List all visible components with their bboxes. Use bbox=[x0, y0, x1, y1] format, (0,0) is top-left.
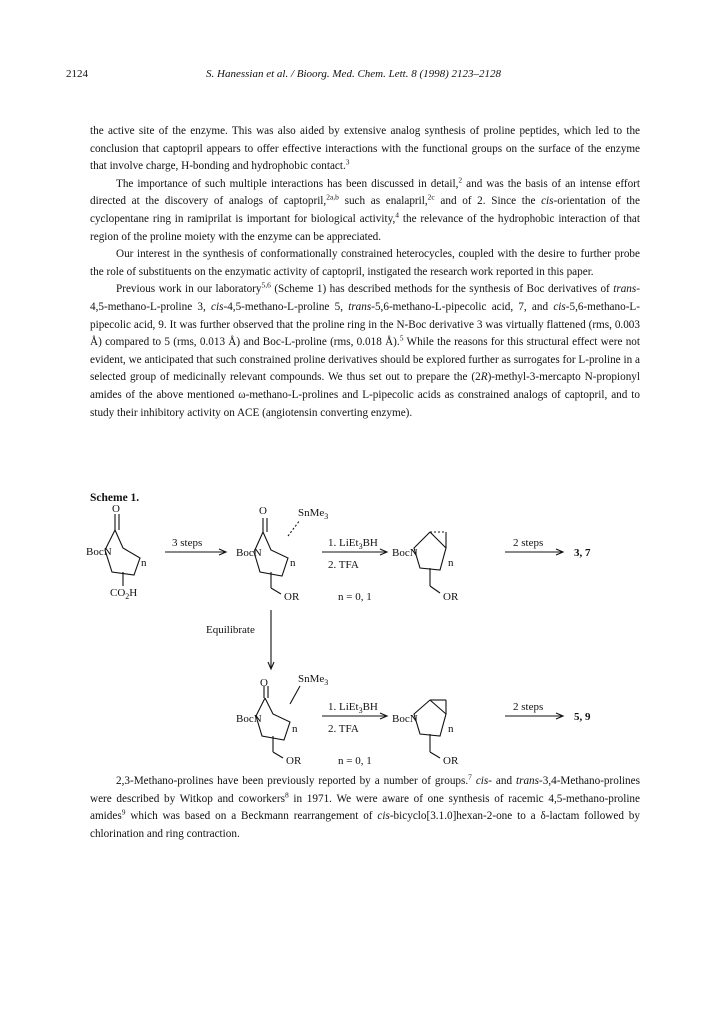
paragraph-5: 2,3-Methano-prolines have been previously reported by a number of groups.$^7$ cis- and trans-3,4-Methano-prolines were described by Witkop and coworkers$^8$ in 1971. We were aware of one synthesis of racemic 4,5-methano-proline amides$^9$ which was based on a Beckmann rearrangement of cis-bicyclo[3.1.0]hexan-2-one to a δ-lactam followed by chlorination and ring contraction. bbox=[90, 772, 640, 840]
svg-text:2 steps: 2 steps bbox=[513, 537, 544, 549]
svg-text:BocN: BocN bbox=[236, 547, 262, 559]
co2h-label: $CO_2H$ bbox=[110, 587, 138, 601]
svg-text:SnMe3: SnMe$_3$ bbox=[298, 673, 329, 687]
scheme-label: Scheme 1. bbox=[90, 492, 140, 504]
svg-text:BocN: BocN bbox=[392, 713, 418, 725]
n-values-bottom: n = 0, 1 bbox=[338, 755, 372, 767]
arrow-reduction-bottom bbox=[322, 701, 387, 767]
svg-text:1. LiEt3BH: 1. LiEt$_3$BH bbox=[328, 701, 378, 715]
svg-text:2 steps: 2 steps bbox=[513, 701, 544, 713]
boc-label: BocN bbox=[86, 546, 112, 558]
oxo-label: O bbox=[112, 503, 120, 515]
svg-text:O: O bbox=[260, 677, 268, 689]
n-subscript: n bbox=[141, 557, 147, 569]
product-3-7: 3, 7 bbox=[574, 547, 591, 559]
equilibrate-arrow bbox=[206, 610, 274, 669]
svg-text:BocN: BocN bbox=[392, 547, 418, 559]
svg-text:Equilibrate: Equilibrate bbox=[206, 624, 255, 636]
or-label: OR bbox=[284, 591, 300, 603]
paragraph-2: The importance of such multiple interactions has been discussed in detail,$^2$ and was the basis of an intense effort directed at the discovery of analogs of captopril,$^{2a,b}$ such as enalapril,$^{2c}$ and of 2. Since the cis-orientation of the cyclopentane ring in ramiprilat is important for biological activity,$^4$ the relevance of the hydrophobic interaction of that region of the proline moiety with the enzyme can be appreciated. bbox=[90, 175, 641, 243]
compound-stannyl-lactam bbox=[236, 505, 328, 603]
compound-cis-methano bbox=[392, 700, 459, 767]
svg-text:n: n bbox=[448, 723, 454, 735]
reaction-scheme bbox=[0, 500, 711, 772]
arrow-2-steps-bottom bbox=[505, 701, 591, 723]
compound-boc-oxo-proline bbox=[86, 503, 147, 601]
arrow-2-steps-top bbox=[505, 537, 591, 559]
article-body bbox=[90, 123, 640, 422]
arrow-reduction bbox=[322, 537, 387, 603]
paragraph-1: the active site of the enzyme. This was also aided by extensive analog synthesis of proline peptides, which led to the conclusion that captopril appears to offer effective interactions with the functional groups on the surface of the enzyme that involve charge, H-bonding and hydrophobic contact.$^3$ bbox=[90, 125, 640, 173]
n-values-top: n = 0, 1 bbox=[338, 591, 372, 603]
svg-text:2. TFA: 2. TFA bbox=[328, 559, 359, 571]
svg-text:BocN: BocN bbox=[236, 713, 262, 725]
running-header: S. Hanessian et al. / Bioorg. Med. Chem. Lett. 8 (1998) 2123–2128 bbox=[206, 68, 502, 80]
arrow-3-steps bbox=[165, 537, 226, 555]
paragraph-4: Previous work in our laboratory$^{5,6}$ (Scheme 1) has described methods for the synthesis of Boc derivatives of trans-4,5-methano-L-proline 3, cis-4,5-methano-L-proline 5, trans-5,6-methano-L-pipecolic acid, 7, and cis-5,6-methano-L-pipecolic acid, 9. It was further observed that the proline ring in the N-Boc derivative 3 was virtually flattened (rms, 0.003 Å) compared to 5 (rms, 0.013 Å) and Boc-L-proline (rms, 0.018 Å).$^5$ While the reasons for this structural effect were not evident, we anticipated that such constrained proline derivatives should be explored further as surrogates for L-proline in a selected group of medicinally relevant compounds. We thus set out to prepare the (2R)-methyl-3-mercapto N-propionyl amides of the above mentioned ω-methano-L-prolines and L-pipecolic acids as constrained analogs of captopril, and to study their inhibitory activity on ACE (angiotensin converting enzyme). bbox=[90, 280, 640, 419]
svg-text:n: n bbox=[290, 557, 296, 569]
svg-text:1. LiEt3BH: 1. LiEt$_3$BH bbox=[328, 537, 378, 551]
article-body-continued bbox=[90, 773, 640, 843]
svg-text:3 steps: 3 steps bbox=[172, 537, 203, 549]
page-number: 2124 bbox=[66, 68, 88, 80]
paragraph-3: Our interest in the synthesis of conformationally constrained heterocycles, coupled with the desire to further probe the role of substituents on the enzymatic activity of captopril, instigated the research work reported in this paper. bbox=[90, 248, 640, 278]
compound-trans-methano bbox=[392, 532, 459, 603]
svg-text:O: O bbox=[259, 505, 267, 517]
svg-text:OR: OR bbox=[443, 755, 459, 767]
svg-text:n: n bbox=[448, 557, 454, 569]
svg-text:2. TFA: 2. TFA bbox=[328, 723, 359, 735]
compound-cis-stannyl-lactam bbox=[236, 673, 328, 767]
svg-text:n: n bbox=[292, 723, 298, 735]
svg-text:OR: OR bbox=[286, 755, 302, 767]
svg-text:OR: OR bbox=[443, 591, 459, 603]
snme3-label: SnMe$_3$ bbox=[298, 507, 329, 521]
product-5-9: 5, 9 bbox=[574, 711, 591, 723]
